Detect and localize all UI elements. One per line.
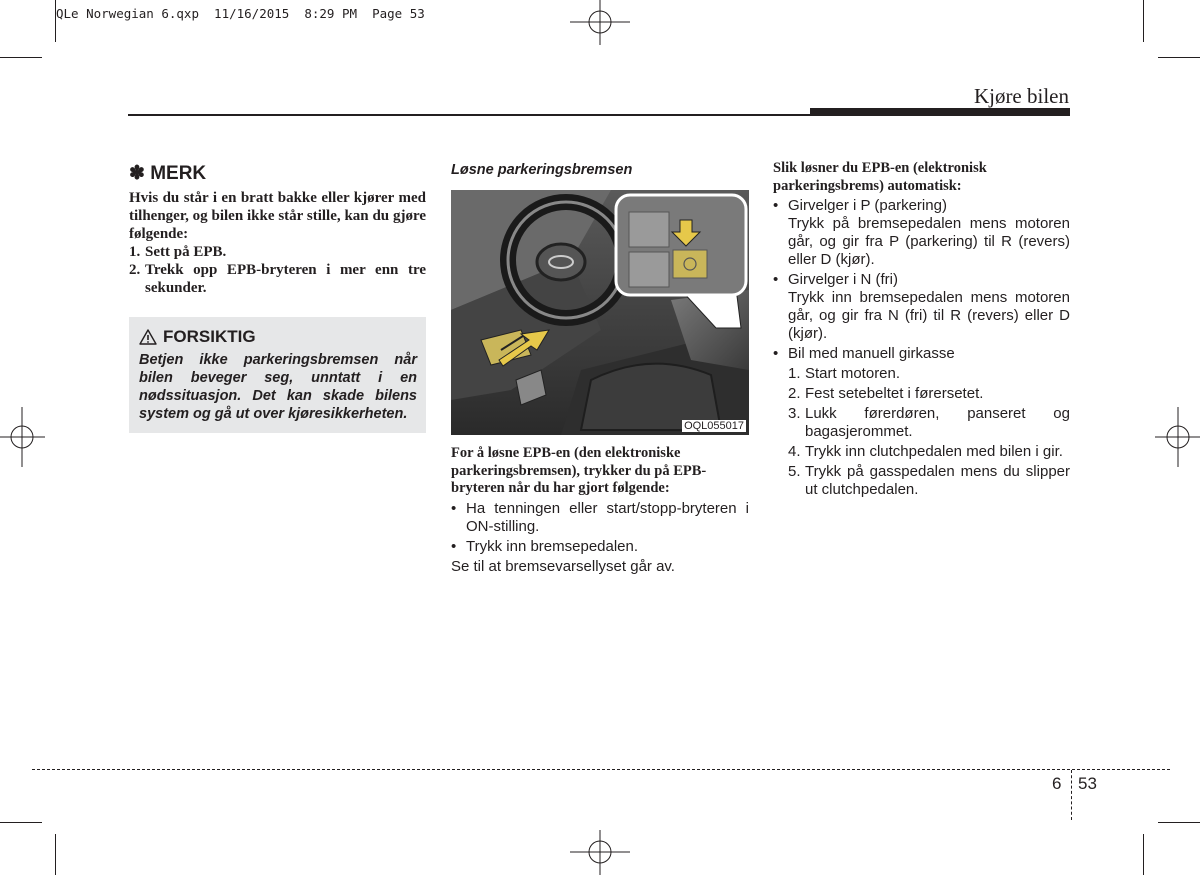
list-item (451, 538, 749, 556)
bullet-detail: Trykk inn bremsepedalen mens motoren går, og gir fra N (fri) til R (revers) eller D (kjør). (788, 289, 1070, 342)
car-interior-illustration (451, 190, 749, 435)
step-number: 3. (788, 405, 801, 422)
step-number: 2. (129, 262, 141, 278)
caution-body: Betjen ikke parkeringsbremsen når bilen beveger seg, unntatt i en nødssituasjon. Det kan skade bilens system og gå ut over kjøresikkerheten. (139, 352, 417, 422)
registration-mark-left (0, 407, 45, 467)
bullet-text: Girvelger i P (parkering) (788, 197, 947, 214)
header-rule (128, 114, 810, 116)
step-number: 1. (129, 244, 141, 260)
figure-code: OQL055017 (684, 420, 744, 432)
step-text: Lukk førerdøren, panseret og bagasjerommet. (805, 405, 1070, 440)
release-after: Se til at bremsevarsellyset går av. (451, 557, 675, 575)
crop-mark (55, 834, 56, 875)
crop-mark (1143, 834, 1144, 875)
registration-mark-right (1155, 407, 1200, 467)
bullet-icon: • (773, 271, 779, 288)
crop-mark (1158, 822, 1200, 823)
bullet-text: Trykk inn bremsepedalen. (466, 537, 639, 555)
column-right (773, 160, 1070, 499)
note-heading: ✽ MERK (129, 163, 207, 184)
list-item (788, 463, 1070, 499)
bullet-icon: • (451, 499, 457, 517)
registration-mark-top (570, 0, 630, 45)
auto-release-intro: Slik løsner du EPB-en (elektronisk parkeringsbrems) automatisk: (773, 160, 987, 194)
bullet-detail: Trykk på bremsepedalen mens motoren går, og gir fra P (parkering) til R (revers) eller D (kjør). (788, 215, 1070, 268)
step-number: 5. (788, 463, 801, 480)
list-item (788, 385, 1070, 403)
step-text: Trekk opp EPB-bryteren i mer enn tre sekunder. (145, 262, 426, 296)
print-slug: QLe Norwegian 6.qxp 11/16/2015 8:29 PM Page 53 (56, 6, 425, 21)
caution-box (129, 317, 426, 433)
crop-mark (0, 822, 42, 823)
crop-mark (1158, 57, 1200, 58)
release-bullets (451, 500, 749, 556)
caution-header (139, 327, 417, 347)
step-text: Trykk på gasspedalen mens du slipper ut clutchpedalen. (805, 463, 1070, 498)
subsection-title: Løsne parkeringsbremsen (451, 162, 633, 178)
step-number: 2. (788, 385, 801, 402)
crop-mark (0, 57, 42, 58)
column-middle (451, 160, 749, 576)
bullet-icon: • (773, 197, 779, 214)
bullet-text: Ha tenningen eller start/stopp-bryteren i ON-stilling. (466, 499, 749, 535)
bullet-text: Bil med manuell girkasse (788, 345, 955, 362)
warning-triangle-icon (139, 329, 157, 345)
manual-steps (788, 365, 1070, 499)
footer-divider (1071, 770, 1072, 820)
step-text: Sett på EPB. (145, 244, 227, 260)
auto-release-list (773, 197, 1070, 215)
step-text: Start motoren. (805, 365, 901, 382)
section-title: Kjøre bilen (973, 84, 1069, 108)
column-left (129, 160, 426, 433)
auto-release-list (773, 345, 1070, 363)
list-item (129, 261, 426, 297)
list-item (788, 365, 1070, 383)
list-item (788, 405, 1070, 441)
epb-figure (451, 190, 749, 435)
note-steps (129, 243, 426, 297)
list-item (773, 197, 1070, 215)
list-item (773, 345, 1070, 363)
step-text: Trykk inn clutchpedalen med bilen i gir. (805, 443, 1063, 460)
step-number: 4. (788, 443, 801, 460)
registration-mark-bottom (570, 830, 630, 875)
list-item (788, 443, 1070, 461)
list-item (451, 500, 749, 536)
chapter-number: 6 (1052, 774, 1062, 793)
footer-rule (32, 769, 1170, 770)
bullet-text: Girvelger i N (fri) (788, 271, 899, 288)
step-number: 1. (788, 365, 801, 382)
note-body: Hvis du står i en bratt bakke eller kjører med tilhenger, og bilen ikke står stille, kan du gjøre følgende: (129, 190, 426, 242)
header-rule-accent (810, 108, 1070, 116)
list-item (129, 243, 426, 261)
bullet-icon: • (773, 345, 779, 362)
caution-heading: FORSIKTIG (163, 327, 256, 346)
auto-release-list (773, 271, 1070, 289)
bullet-icon: • (451, 537, 457, 555)
release-intro: For å løsne EPB-en (den elektroniske parkeringsbremsen), trykker du på EPB-bryteren når du har gjort følgende: (451, 445, 707, 496)
crop-mark (1143, 0, 1144, 42)
list-item (773, 271, 1070, 289)
step-text: Fest setebeltet i førersetet. (805, 385, 984, 402)
page-number: 53 (1078, 774, 1097, 793)
